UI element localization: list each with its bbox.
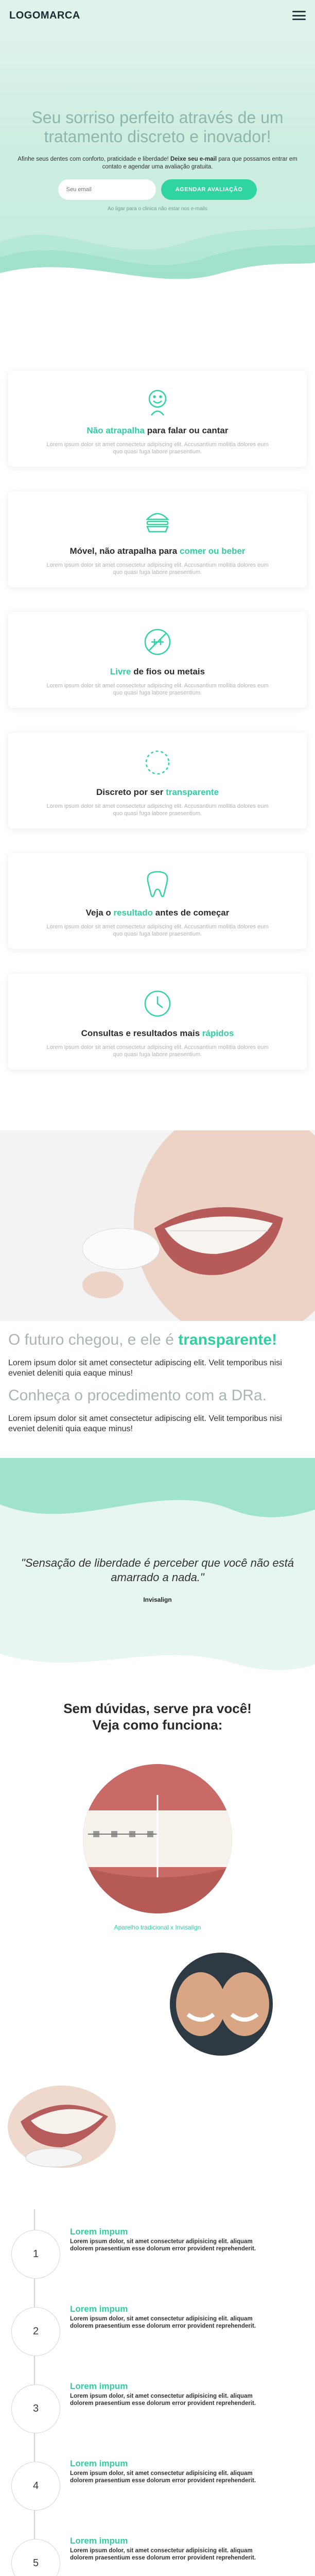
step-number: 2	[11, 2307, 60, 2356]
how-section	[0, 1685, 315, 2189]
feature-title: Discreto por ser transparente	[96, 787, 219, 797]
step-title: Lorem impum	[70, 2381, 128, 2391]
future-subtitle: Conheça o procedimento com a DRa.	[8, 1387, 267, 1404]
feature-title: Não atrapalha para falar ou cantar	[86, 426, 229, 435]
hero-text-bold: Deixe seu e-mail	[170, 156, 217, 162]
step-text: Lorem ipsum dolor, sit amet consectetur adipisicing elit. aliquam dolorem praesentium esse dolorum error provident reprehenderit.	[70, 2393, 256, 2406]
hero-note: Ao ligar para o clinica não estar nos e-mails	[108, 206, 207, 212]
feature-text: Lorem ipsum dolor sit amet consectetur adipiscing elit. Accusantium mollitia dolores eum quo quasi fuga labore praesentium.	[46, 803, 269, 817]
quote-bottom-wave	[0, 1633, 315, 1685]
step-item	[32, 2459, 315, 2529]
feature-card	[8, 733, 307, 828]
hamburger-icon[interactable]	[292, 11, 306, 20]
how-title: Sem dúvidas, serve pra você! Veja como funciona:	[63, 1701, 252, 1733]
future-paragraph: Lorem ipsum dolor sit amet consectetur adipiscing elit. Velit temporibus nisi eveniet deleniti quia eaque minus!	[8, 1359, 282, 1378]
feature-text: Lorem ipsum dolor sit amet consectetur adipiscing elit. Accusantium mollitia dolores eum quo quasi fuga labore praesentium.	[46, 1044, 269, 1058]
hero-section	[0, 31, 315, 299]
feature-title: Veja o resultado antes de começar	[85, 908, 230, 918]
step-number: 4	[11, 2462, 60, 2511]
feature-card	[8, 974, 307, 1070]
dashed-circle-icon	[139, 744, 176, 781]
braces-comparison-photo	[83, 1764, 232, 1913]
feature-text: Lorem ipsum dolor sit amet consectetur adipiscing elit. Accusantium mollitia dolores eum quo quasi fuga labore praesentium.	[46, 683, 269, 696]
quote-top-wave	[0, 1458, 315, 1540]
step-text: Lorem ipsum dolor, sit amet consectetur adipisicing elit. aliquam dolorem praesentium esse dolorum error provident reprehenderit.	[70, 2548, 256, 2561]
future-title: O futuro chegou, e ele é transparente!	[8, 1331, 277, 1348]
site-header	[0, 0, 315, 31]
feature-title: Consultas e resultados mais rápidos	[81, 1028, 234, 1038]
feature-text: Lorem ipsum dolor sit amet consectetur adipiscing elit. Accusantium mollitia dolores eum quo quasi fuga labore praesentium.	[46, 442, 269, 455]
step-number: 5	[11, 2539, 60, 2576]
hero-text-end: para que possamos entrar em contato e agendar uma avaliação gratuita.	[102, 156, 297, 170]
feature-title: Livre de fios ou metais	[110, 667, 205, 676]
quote-content	[15, 1556, 300, 1603]
hero-text-start: Afinhe seus dentes com conforto, praticidade e liberdade!	[18, 156, 169, 162]
aligner-photo	[0, 1130, 315, 1321]
hero-text	[15, 156, 300, 171]
step-text: Lorem ipsum dolor, sit amet consectetur adipisicing elit. aliquam dolorem praesentium esse dolorum error provident reprehenderit.	[70, 2239, 256, 2252]
aligner-hand-photo	[0, 2055, 134, 2189]
header-logo[interactable]: LOGOMARCA	[9, 9, 80, 21]
feature-title: Móvel, não atrapalha para comer ou beber	[69, 546, 246, 556]
hero-title: Seu sorriso perfeito através de um tratamento discreto e inovador!	[31, 108, 284, 146]
step-item	[32, 2381, 315, 2451]
future-section	[0, 1321, 315, 1458]
step-item	[32, 2536, 315, 2576]
step-title: Lorem impum	[70, 2227, 128, 2236]
feature-card	[8, 853, 307, 949]
step-number: 1	[11, 2230, 60, 2279]
feature-card	[8, 492, 307, 587]
burger-icon	[139, 503, 176, 540]
smile-face-icon	[139, 382, 176, 419]
comparison-caption: Aparelho tradicional x Invisalign	[114, 1924, 201, 1931]
hero-wave	[0, 196, 315, 299]
quote-author: Invisalign	[143, 1596, 172, 1603]
no-wire-icon	[139, 623, 176, 660]
quote-section	[0, 1458, 315, 1685]
feature-text: Lorem ipsum dolor sit amet consectetur adipiscing elit. Accusantium mollitia dolores eum quo quasi fuga labore praesentium.	[46, 924, 269, 937]
step-item	[32, 2304, 315, 2374]
step-number: 3	[11, 2384, 60, 2433]
feature-text: Lorem ipsum dolor sit amet consectetur adipiscing elit. Accusantium mollitia dolores eum quo quasi fuga labore praesentium.	[46, 562, 269, 575]
feature-card	[8, 612, 307, 708]
features-section	[0, 299, 315, 1115]
quote-text: "Sensação de liberdade é perceber que você não está amarrado a nada."	[21, 1556, 294, 1584]
step-item	[32, 2227, 315, 2297]
step-text: Lorem ipsum dolor, sit amet consectetur adipisicing elit. aliquam dolorem praesentium esse dolorum error provident reprehenderit.	[70, 2316, 256, 2329]
steps-section	[0, 2189, 315, 2576]
step-title: Lorem impum	[70, 2459, 128, 2468]
step-title: Lorem impum	[70, 2536, 128, 2546]
tooth-icon	[139, 865, 176, 902]
schedule-button[interactable]: AGENDAR AVALIAÇÃO	[161, 179, 257, 200]
smile-photo	[170, 1953, 273, 2056]
future-paragraph-2: Lorem ipsum dolor sit amet consectetur adipiscing elit. Velit temporibus nisi eveniet deleniti quia eaque minus!	[8, 1414, 282, 1433]
feature-card	[8, 371, 307, 467]
step-title: Lorem impum	[70, 2304, 128, 2314]
step-text: Lorem ipsum dolor, sit amet consectetur adipisicing elit. aliquam dolorem praesentium esse dolorum error provident reprehenderit.	[70, 2470, 256, 2484]
clock-icon	[139, 985, 176, 1022]
